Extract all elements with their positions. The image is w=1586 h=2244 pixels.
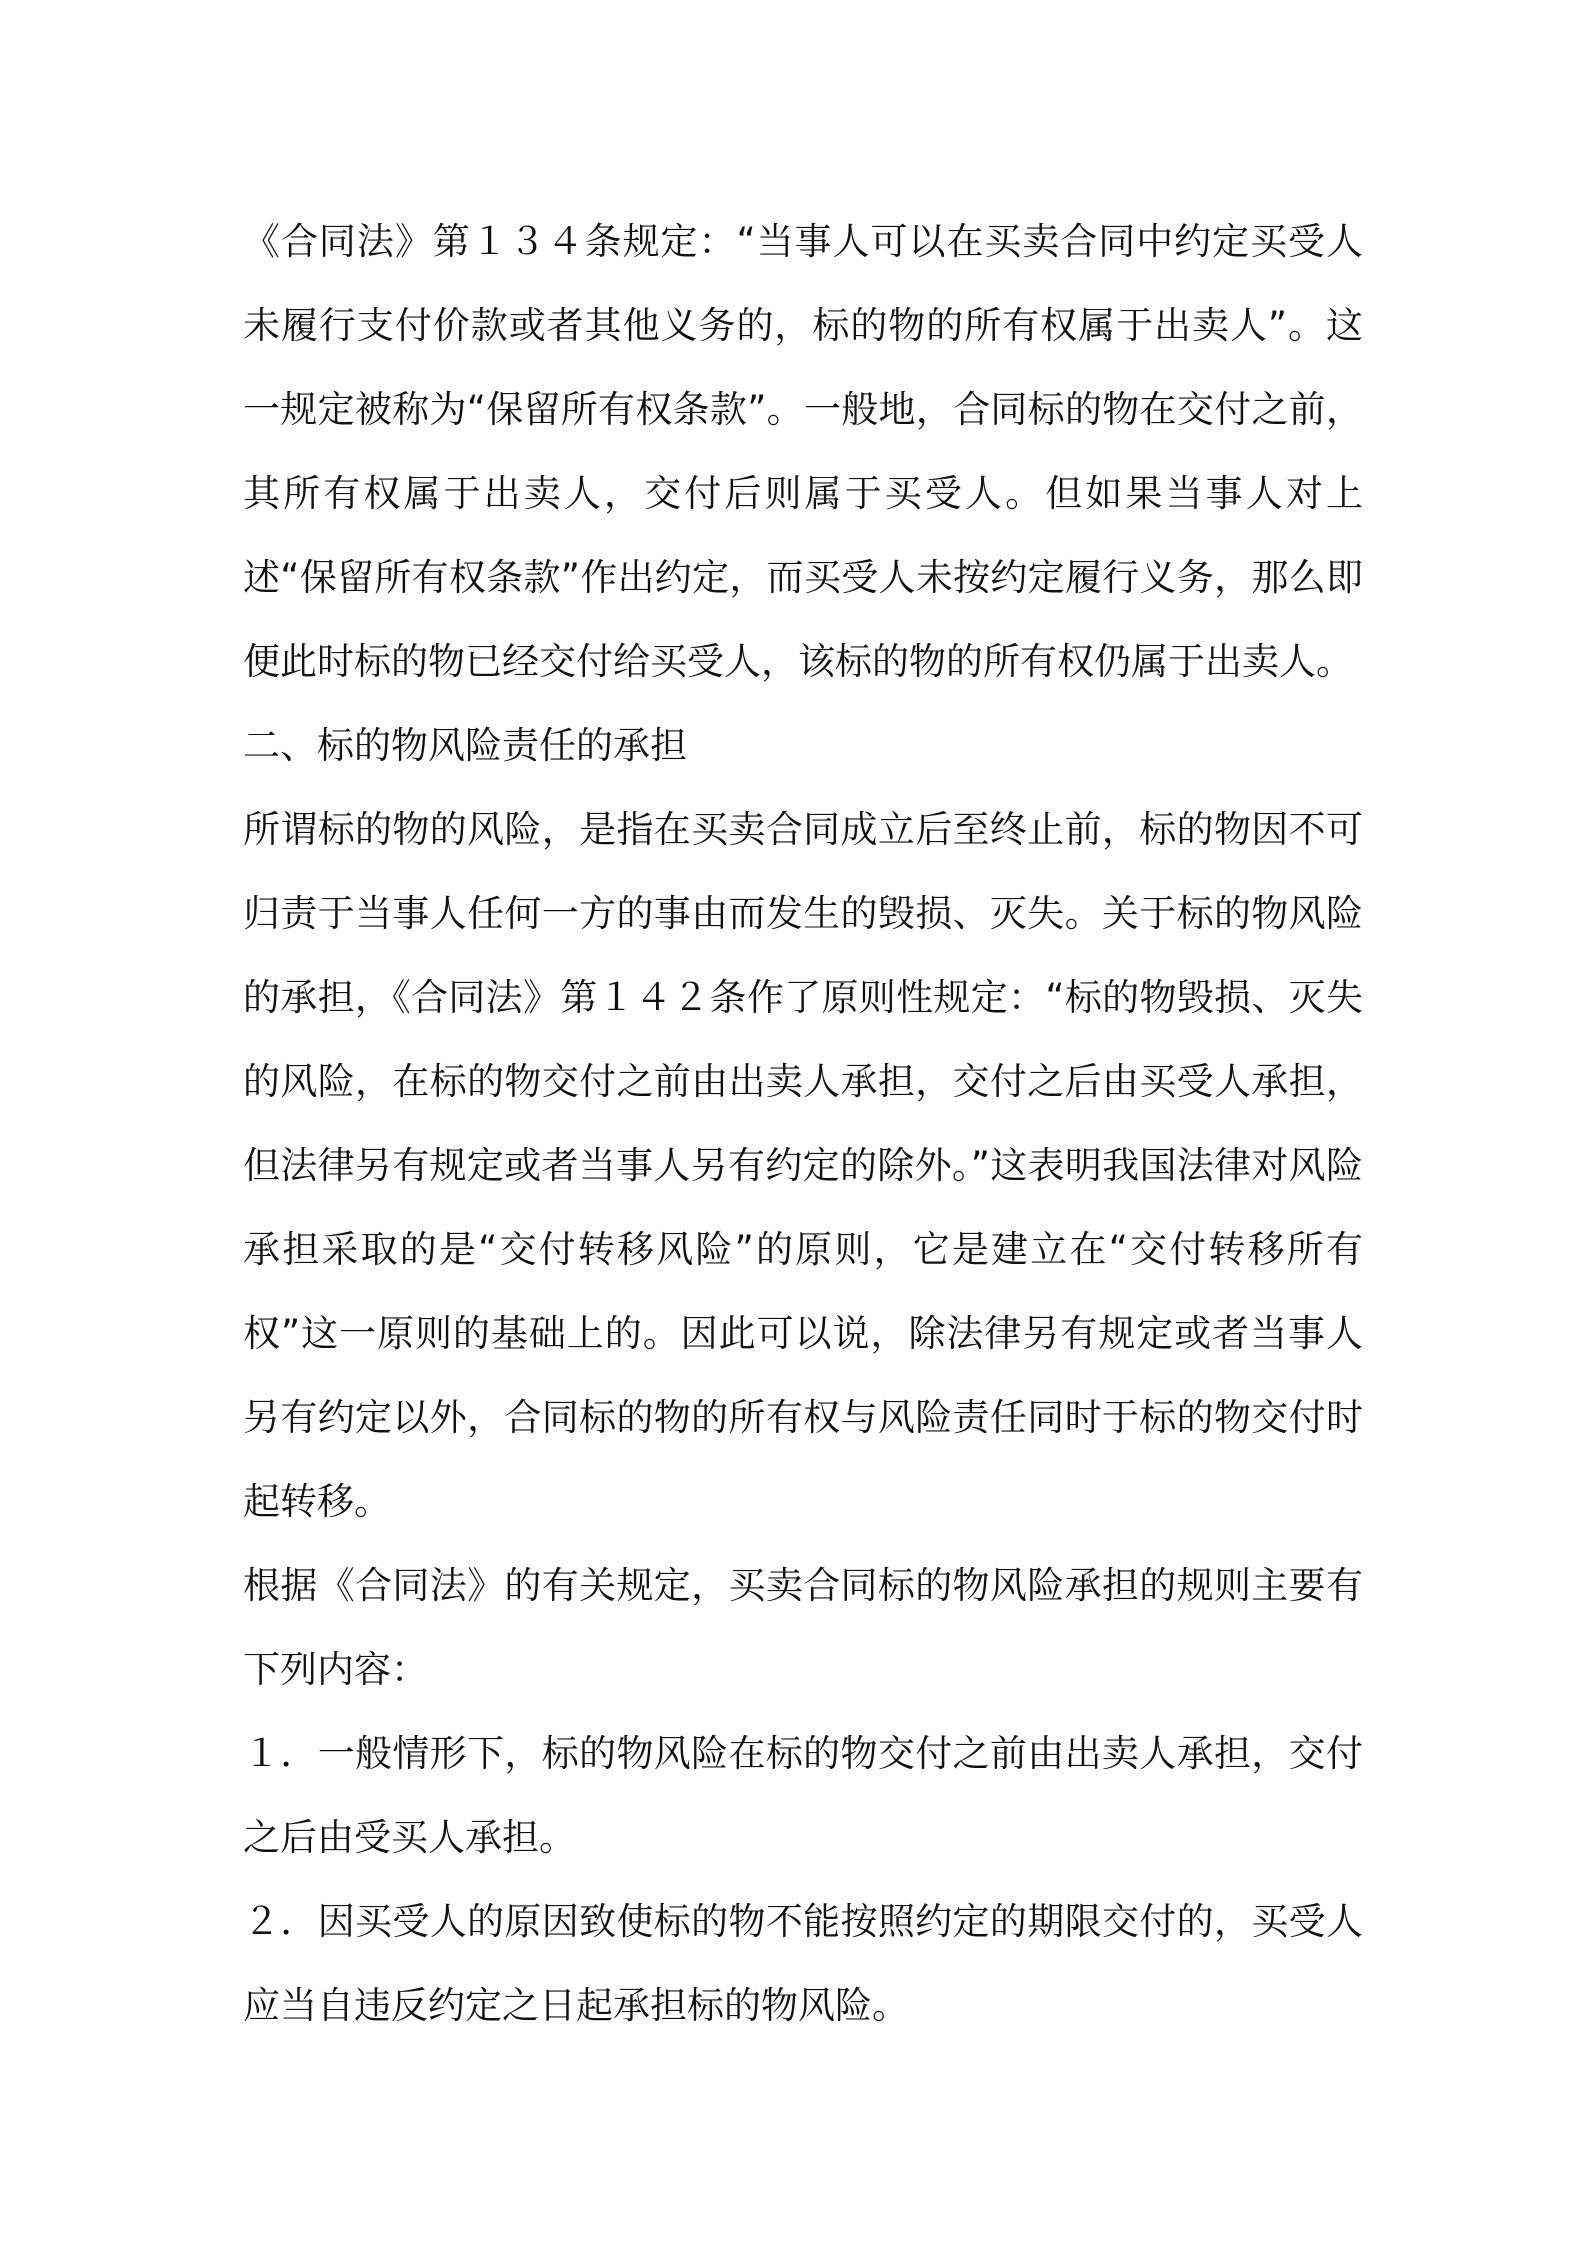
paragraph-rules-intro: 根据《合同法》的有关规定，买卖合同标的物风险承担的规则主要有下列内容：: [243, 1564, 1363, 1691]
document-page: [243, 200, 1363, 2048]
list-item-rule-1: １．一般情形下，标的物风险在标的物交付之前由出卖人承担，交付之后由受买人承担。: [243, 1732, 1363, 1859]
list-item-rule-2: ２．因买受人的原因致使标的物不能按照约定的期限交付的，买受人应当自违反约定之日起承担标的物风险。: [243, 1900, 1363, 2027]
paragraph-risk-definition: 所谓标的物的风险，是指在买卖合同成立后至终止前，标的物因不可归责于当事人任何一方的事由而发生的毁损、灭失。关于标的物风险的承担，《合同法》第１４２条作了原则性规定：“标的物毁损、灭失的风险，在标的物交付之前由出卖人承担，交付之后由买受人承担，但法律另有规定或者当事人另有约定的除外。”这表明我国法律对风险承担采取的是“交付转移风险”的原则，它是建立在“交付转移所有权”这一原则的基础上的。因此可以说，除法律另有规定或者当事人另有约定以外，合同标的物的所有权与风险责任同时于标的物交付时起转移。: [243, 808, 1363, 1523]
section-heading-risk: 二、标的物风险责任的承担: [243, 724, 687, 767]
paragraph-ownership-retention: 《合同法》第１３４条规定：“当事人可以在买卖合同中约定买受人未履行支付价款或者其他义务的，标的物的所有权属于出卖人”。这一规定被称为“保留所有权条款”。一般地，合同标的物在交付之前，其所有权属于出卖人，交付后则属于买受人。但如果当事人对上述“保留所有权条款”作出约定，而买受人未按约定履行义务，那么即便此时标的物已经交付给买受人，该标的物的所有权仍属于出卖人。: [243, 220, 1363, 683]
